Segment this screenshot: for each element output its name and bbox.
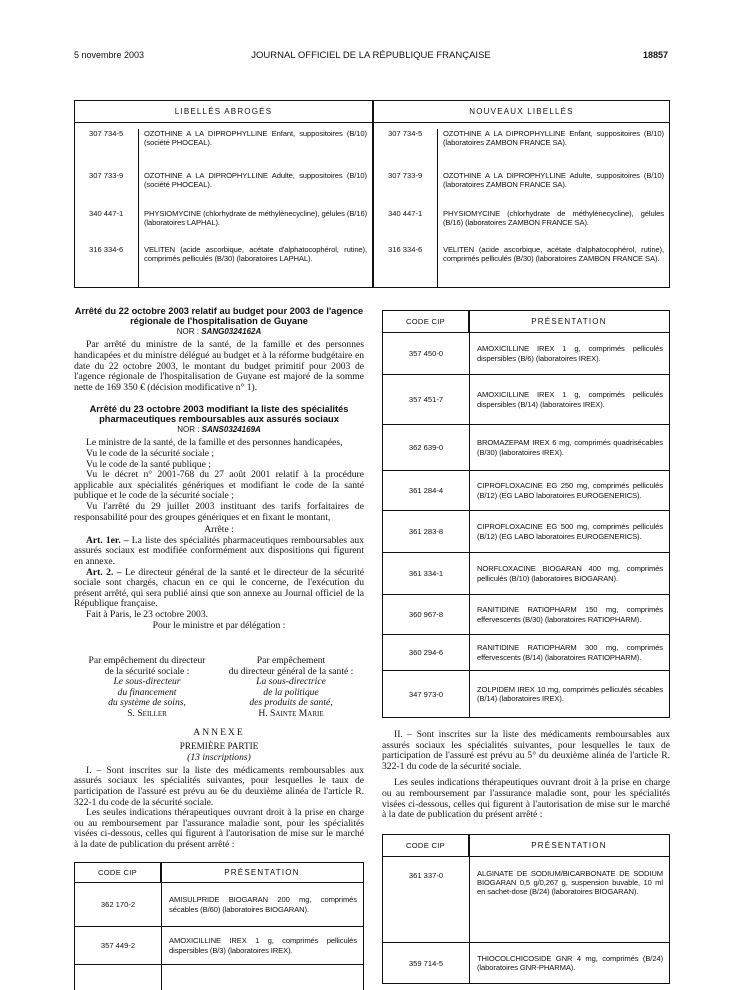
table-row xyxy=(383,671,669,717)
table-row xyxy=(383,471,669,511)
code-cell: 357 451-7 xyxy=(408,395,444,404)
table-row xyxy=(383,943,669,983)
label-cell: OZOTHINE A LA DIPROPHYLLINE Enfant, suppositoires (B/10) (laboratoires ZAMBON FRANCE SA). xyxy=(437,129,669,165)
code-cell: 361 283-8 xyxy=(408,527,444,536)
table-row xyxy=(75,239,372,287)
arrete-title: Arrêté du 22 octobre 2003 relatif au budget pour 2003 de l'agence régionale de l'hospitalisation de Guyane xyxy=(74,306,364,327)
code-cell: 340 447-1 xyxy=(89,209,124,218)
label-cell: AMISULPRIDE BIOGARAN 200 mg, comprimés sécables (B/60) (laboratoires BIOGARAN). xyxy=(169,895,357,914)
code-cell: 347 973-0 xyxy=(408,689,444,699)
header-nouveaux-libelles: NOUVEAUX LIBELLÉS xyxy=(374,101,669,123)
presentation-table-right-2 xyxy=(382,834,670,984)
article-label: Art. 1er. – xyxy=(86,534,129,546)
header-page-number: 18857 xyxy=(642,50,668,60)
table-row xyxy=(374,239,669,287)
fait-a-paris: Fait à Paris, le 23 octobre 2003. xyxy=(86,608,209,620)
label-cell: BROMAZEPAM IREX 6 mg, comprimés quadrisécables (B/30) (laboratoires IREX). xyxy=(477,438,663,457)
code-cell: 362 170-2 xyxy=(100,900,136,909)
code-cell: 316 334-6 xyxy=(388,245,423,254)
code-cell: 361 284-4 xyxy=(408,486,444,495)
vu-paragraph: Vu l'arrêté du 29 juillet 2003 instituant des tarifs forfaitaires de responsabilité pour des groupes génériques et en fixant le montant, xyxy=(74,500,364,523)
signature-title: du financement xyxy=(117,686,177,698)
nor-line xyxy=(74,327,364,338)
code-cell: 362 639-0 xyxy=(408,443,444,452)
article-2 xyxy=(74,568,364,610)
code-cell: 307 734-5 xyxy=(89,129,124,138)
signature-right xyxy=(216,656,366,720)
label-cell: OZOTHINE A LA DIPROPHYLLINE Enfant, suppositoires (B/10) (société PHOCEAL). xyxy=(138,129,372,165)
section-2 xyxy=(382,730,670,821)
code-cell: 360 967-8 xyxy=(408,610,444,619)
presentation-table-right xyxy=(382,310,670,718)
arrete-budget-guyane xyxy=(74,306,364,393)
table-row xyxy=(383,857,669,943)
code-cell: 361 334-1 xyxy=(408,569,444,578)
label-cell: THIOCOLCHICOSIDE GNR 4 mg, comprimés (B/24) (laboratoires GNR-PHARMA). xyxy=(477,953,663,972)
section-1-indications: Les seules indications thérapeutiques ouvrant droit à la prise en charge ou au remboursement par l'assurance maladie sont, pour les spécialités visées ci-dessous, celles qui figurent à l'autorisation de mise sur le marché à la date de publication du présent arrêté : xyxy=(74,807,364,850)
presentation-table-left xyxy=(74,862,364,990)
header-journal-title: JOURNAL OFFICIEL DE LA RÉPUBLIQUE FRANÇAISE xyxy=(251,50,491,61)
label-cell: AMOXICILLINE IREX 1 g, comprimés pelliculés dispersibles (B/14) (laboratoires IREX). xyxy=(477,390,663,409)
label-cell: PHYSIOMYCINE (chlorhydrate de méthylènecycline), gélules (B/16) (laboratoires ZAMBON FRANCE SA). xyxy=(437,205,669,239)
table-header xyxy=(75,863,363,883)
code-cell: 357 449-2 xyxy=(100,941,136,950)
arrete-word: Arrête : xyxy=(204,524,234,536)
vu-paragraph: Vu le décret n° 2001-768 du 27 août 2001 relatif à la procédure applicable aux spécialités génériques et modifiant le code de la santé publique et le code de la sécurité sociale ; xyxy=(74,469,364,502)
table-row xyxy=(383,333,669,375)
signature-line: du directeur général de la santé : xyxy=(228,665,354,677)
partie-heading: PREMIÈRE PARTIE xyxy=(179,740,259,751)
label-cell: VELITEN (acide ascorbique, acétate d'alphatocophérol, rutine), comprimés pelliculés (B/30) (laboratoires LAPHAL). xyxy=(138,239,372,287)
table-row xyxy=(383,511,669,553)
code-cell: 361 337-0 xyxy=(408,871,444,880)
signatory-name: S. Seiller xyxy=(127,707,167,719)
label-cell: AMOXICILLINE IREX 1 g, comprimés pelliculés dispersibles (B/3) (laboratoires IREX). xyxy=(169,936,357,955)
inscriptions-count: (13 inscriptions) xyxy=(187,752,251,764)
table-row xyxy=(374,205,669,239)
table-row xyxy=(383,375,669,425)
header-presentation: PRÉSENTATION xyxy=(531,317,607,326)
intro-paragraph: Le ministre de la santé, de la famille et des personnes handicapées, xyxy=(86,437,343,449)
code-cell: 360 294-6 xyxy=(408,648,444,657)
label-cell: CIPROFLOXACINE EG 250 mg, comprimés pelliculés (B/12) (EG LABO laboratoires EUROGENERICS). xyxy=(477,481,663,500)
table-row xyxy=(75,165,372,205)
arrete-liste-specialites xyxy=(74,404,364,631)
label-cell: NORFLOXACINE BIOGARAN 400 mg, comprimés pelliculés (B/10) (laboratoires BIOGARAN). xyxy=(477,564,663,583)
signature-left xyxy=(74,656,220,720)
nor-code: SANG0324162A xyxy=(201,326,262,336)
label-cell: RANITIDINE RATIOPHARM 150 mg, comprimés effervescents (B/30) (laboratoires RATIOPHARM). xyxy=(477,605,663,624)
page-header xyxy=(74,50,668,64)
label-cell: VELITEN (acide ascorbique, acétate d'alphatocophérol, rutine), comprimés pelliculés (B/30) (laboratoires ZAMBON FRANCE SA). xyxy=(437,239,669,287)
label-cell: PHYSIOMYCINE (chlorhydrate de méthylènecycline), gélules (B/16) (laboratoires LAPHAL). xyxy=(138,205,372,239)
label-cell: ALGINATE DE SODIUM/BICARBONATE DE SODIUM BIOGARAN 0,5 g/0,267 g, suspension buvable, 10 ml en sachet-dose (B/24) (laboratoires BIOGARAN). xyxy=(477,869,663,897)
table-row xyxy=(374,129,669,165)
article-label: Art. 2. – xyxy=(86,566,122,578)
signature-title: des produits de santé, xyxy=(249,697,333,709)
header-code-cip: CODE CIP xyxy=(383,835,469,856)
signature-line: Par empêchement du directeur xyxy=(88,655,206,666)
label-cell: RANITIDINE RATIOPHARM 300 mg, comprimés effervescents (B/14) (laboratoires RATIOPHARM). xyxy=(477,643,663,662)
signature-line: de la sécurité sociale : xyxy=(104,665,190,677)
section-2-paragraph: II. – Sont inscrites sur la liste des médicaments remboursables aux assurés sociaux les spécialités suivantes, pour lesquelles le taux de participation de l'assuré est prévu au 5° du deuxième alinéa de l'article R. 322-1 du code de la sécurité sociale. xyxy=(382,729,670,772)
table-row xyxy=(383,553,669,595)
table-row xyxy=(75,927,363,965)
code-cell: 359 714-5 xyxy=(408,958,444,968)
signature-title: du système de soins, xyxy=(108,697,186,709)
article-text: Le directeur général de la santé et le directeur de la sécurité sociale sont chargés, chacun en ce qui le concerne, de l'exécution du présent arrêté, qui sera publié ainsi que son annexe au Journal officiel de la République française. xyxy=(74,566,364,610)
section-2-indications: Les seules indications thérapeutiques ouvrant droit à la prise en charge ou au remboursement par l'assurance maladie sont, pour les spécialités visées ci-dessous, celles qui figurent à l'autorisation de mise sur le marché à la date de publication du présent arrêté : xyxy=(382,777,670,821)
label-cell: AMOXICILLINE IREX 1 g, comprimés pelliculés dispersibles (B/6) (laboratoires IREX). xyxy=(477,344,663,363)
header-code-cip: CODE CIP xyxy=(383,311,469,332)
article-1 xyxy=(74,536,364,568)
header-date: 5 novembre 2003 xyxy=(74,50,145,60)
section-1-paragraph: I. – Sont inscrites sur la liste des médicaments remboursables aux assurés sociaux les spécialités suivantes, pour lesquelles le taux de participation de l'assuré est prévu au 6e du deuxième alinéa de l'article R. 322-1 du code de la sécurité sociale. xyxy=(74,764,364,808)
annexe-section xyxy=(74,728,364,851)
signature-title: Le sous-directeur xyxy=(113,676,181,688)
nor-label: NOR : xyxy=(177,424,200,434)
vu-paragraph: Vu le code de la santé publique ; xyxy=(86,458,211,470)
signature-title: La sous-directrice xyxy=(256,676,326,688)
table-header xyxy=(383,835,669,857)
code-cell: 307 733-9 xyxy=(89,171,124,180)
table-row xyxy=(75,205,372,239)
annexe-heading: ANNEXE xyxy=(193,727,245,738)
table-row xyxy=(383,635,669,671)
signatory-name: H. Sainte Marie xyxy=(258,707,324,719)
table-row xyxy=(383,425,669,471)
table-row xyxy=(75,129,372,165)
arrete-title: Arrêté du 23 octobre 2003 modifiant la liste des spécialités pharmaceutiques remboursables aux assurés sociaux xyxy=(89,404,349,425)
header-code-cip: CODE CIP xyxy=(75,863,161,882)
header-presentation: PRÉSENTATION xyxy=(531,841,607,850)
pour-le-ministre: Pour le ministre et par délégation : xyxy=(152,619,286,631)
header-libelles-abroges: LIBELLÉS ABROGÉS xyxy=(75,101,372,123)
signature-title: de la politique xyxy=(263,686,319,698)
code-cell: 307 734-5 xyxy=(388,129,423,138)
signature-line: Par empêchement xyxy=(256,655,326,666)
code-cell: 307 733-9 xyxy=(388,171,423,180)
table-row xyxy=(383,595,669,635)
label-cell: OZOTHINE A LA DIPROPHYLLINE Adulte, suppositoires (B/10) (société PHOCEAL). xyxy=(138,165,372,205)
label-cell: ZOLPIDEM IREX 10 mg, comprimés pelliculés sécables (B/14) (laboratoires IREX). xyxy=(477,684,663,703)
nor-line xyxy=(74,425,364,436)
header-presentation: PRÉSENTATION xyxy=(224,868,300,877)
label-cell: CIPROFLOXACINE EG 500 mg, comprimés pelliculés (B/12) (EG LABO laboratoires EUROGENERICS). xyxy=(477,522,663,541)
code-cell: 316 334-6 xyxy=(89,245,124,254)
code-cell: 357 450-0 xyxy=(408,349,444,358)
libelles-table xyxy=(74,100,670,288)
table-row xyxy=(374,165,669,205)
table-header xyxy=(383,311,669,333)
label-cell: OZOTHINE A LA DIPROPHYLLINE Adulte, suppositoires (B/10) (laboratoires ZAMBON FRANCE SA). xyxy=(437,165,669,205)
arrete-body: Par arrêté du ministre de la santé, de la famille et des personnes handicapées et du ministre délégué au budget et à la réforme budgétaire en date du 22 octobre 2003, le montant du budget primitif pour 2003 de l'agence régionale de l'hospitalisation de Guyane est majoré de la somme nette de 169 350 € (décision modificative n° 1). xyxy=(74,339,364,393)
code-cell: 340 447-1 xyxy=(388,209,423,218)
article-text: La liste des spécialités pharmaceutiques remboursables aux assurés sociaux est modifiée conformément aux dispositions qui figurent en annexe. xyxy=(74,534,364,567)
vu-paragraph: Vu le code de la sécurité sociale ; xyxy=(86,448,215,459)
nor-code: SANS0324169A xyxy=(201,424,261,434)
nor-label: NOR : xyxy=(176,326,199,336)
table-row xyxy=(75,883,363,927)
